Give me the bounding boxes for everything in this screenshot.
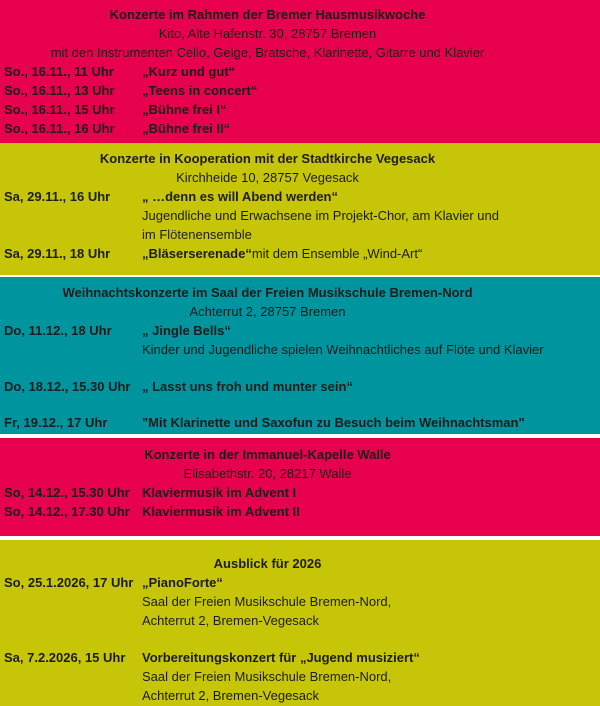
section-title: Ausblick für 2026 (213, 556, 322, 571)
event-datetime: Sa, 7.2.2026, 15 Uhr (4, 650, 126, 665)
event-title: „PianoForte“ (142, 575, 223, 590)
event-datetime: Sa, 29.11., 18 Uhr (4, 246, 111, 261)
event-row (4, 100, 531, 119)
event-datetime: Do, 18.12., 15.30 Uhr (4, 379, 131, 394)
event-datetime: So., 16.11., 16 Uhr (4, 121, 115, 136)
event-detail: Saal der Freien Musikschule Bremen-Nord, (142, 669, 392, 684)
event-row (4, 62, 531, 81)
event-detail: Jugendliche und Erwachsene im Projekt-Chor, am Klavier und (142, 208, 499, 223)
section-title: Konzerte in der Immanuel-Kapelle Walle (144, 447, 391, 462)
event-title: „Bühne frei I“ (142, 102, 227, 117)
event-title: Klaviermusik im Advent II (142, 504, 300, 519)
event-row (4, 244, 531, 263)
event-title: Klaviermusik im Advent I (142, 485, 297, 500)
event-title: „Bläserserenade“ (142, 246, 252, 261)
section-address: Kito, Alte Hafenstr. 30, 28757 Bremen (158, 26, 377, 41)
event-title: „Kurz und gut“ (142, 64, 236, 79)
section-title: Konzerte in Kooperation mit der Stadtkirche Vegesack (99, 151, 436, 166)
event-detail: Achterrut 2, Bremen-Vegesack (142, 613, 320, 628)
event-detail: Kinder und Jugendliche spielen Weihnachtliches auf Flöte und Klavier (142, 342, 544, 357)
event-row (4, 377, 531, 396)
event-datetime: So., 16.11., 11 Uhr (4, 64, 114, 79)
section-ausblick-2026 (0, 540, 600, 706)
event-title: "Mit Klarinette und Saxofun zu Besuch beim Weihnachtsman" (142, 415, 525, 430)
event-row (4, 413, 531, 432)
event-datetime: So, 25.1.2026, 17 Uhr (4, 575, 134, 590)
section-address: Elisabethstr. 20, 28217 Walle (183, 466, 352, 481)
event-datetime: So., 16.11., 15 Uhr (4, 102, 115, 117)
event-row (4, 502, 531, 521)
event-row (4, 119, 531, 138)
event-title: „Bühne frei II“ (142, 121, 231, 136)
event-row (4, 321, 531, 340)
spacer (4, 359, 531, 377)
event-detail: Saal der Freien Musikschule Bremen-Nord, (142, 594, 392, 609)
event-detail: im Flötenensemble (142, 227, 252, 242)
event-datetime: So, 14.12., 15.30 Uhr (4, 485, 130, 500)
event-datetime: Fr, 19.12., 17 Uhr (4, 415, 108, 430)
event-datetime: Sa, 29.11., 16 Uhr (4, 189, 111, 204)
event-datetime: So, 14.12., 17.30 Uhr (4, 504, 130, 519)
event-title-suffix: mit dem Ensemble „Wind-Art“ (251, 246, 423, 261)
section-title: Weihnachtskonzerte im Saal der Freien Musikschule Bremen-Nord (62, 285, 473, 300)
event-datetime: So., 16.11., 13 Uhr (4, 83, 115, 98)
section-hausmusikwoche (0, 0, 600, 143)
event-row (4, 483, 531, 502)
event-row (4, 648, 531, 667)
event-title: „Teens in concert“ (142, 83, 258, 98)
section-immanuel-kapelle (0, 438, 600, 536)
section-note: mit den Instrumenten Cello, Geige, Bratsche, Klarinette, Gitarre und Klavier (50, 45, 485, 60)
event-detail: Achterrut 2, Bremen-Vegesack (142, 688, 320, 703)
event-row (4, 573, 531, 592)
event-title: „ Lasst uns froh und munter sein“ (142, 379, 353, 394)
section-weihnachtskonzerte (0, 277, 600, 434)
event-title: „ Jingle Bells“ (142, 323, 231, 338)
event-title: Vorbereitungskonzert für „Jugend musiziert“ (142, 650, 420, 665)
section-title: Konzerte im Rahmen der Bremer Hausmusikwoche (109, 7, 426, 22)
event-title: „ …denn es will Abend werden“ (142, 189, 338, 204)
section-address: Achterrut 2, 28757 Bremen (189, 304, 346, 319)
section-address: Kirchheide 10, 28757 Vegesack (176, 170, 359, 185)
spacer (4, 396, 531, 413)
section-stadtkirche-vegesack (0, 143, 600, 275)
event-datetime: Do, 11.12., 18 Uhr (4, 323, 112, 338)
event-row (4, 187, 531, 206)
event-row (4, 81, 531, 100)
spacer (4, 630, 531, 648)
